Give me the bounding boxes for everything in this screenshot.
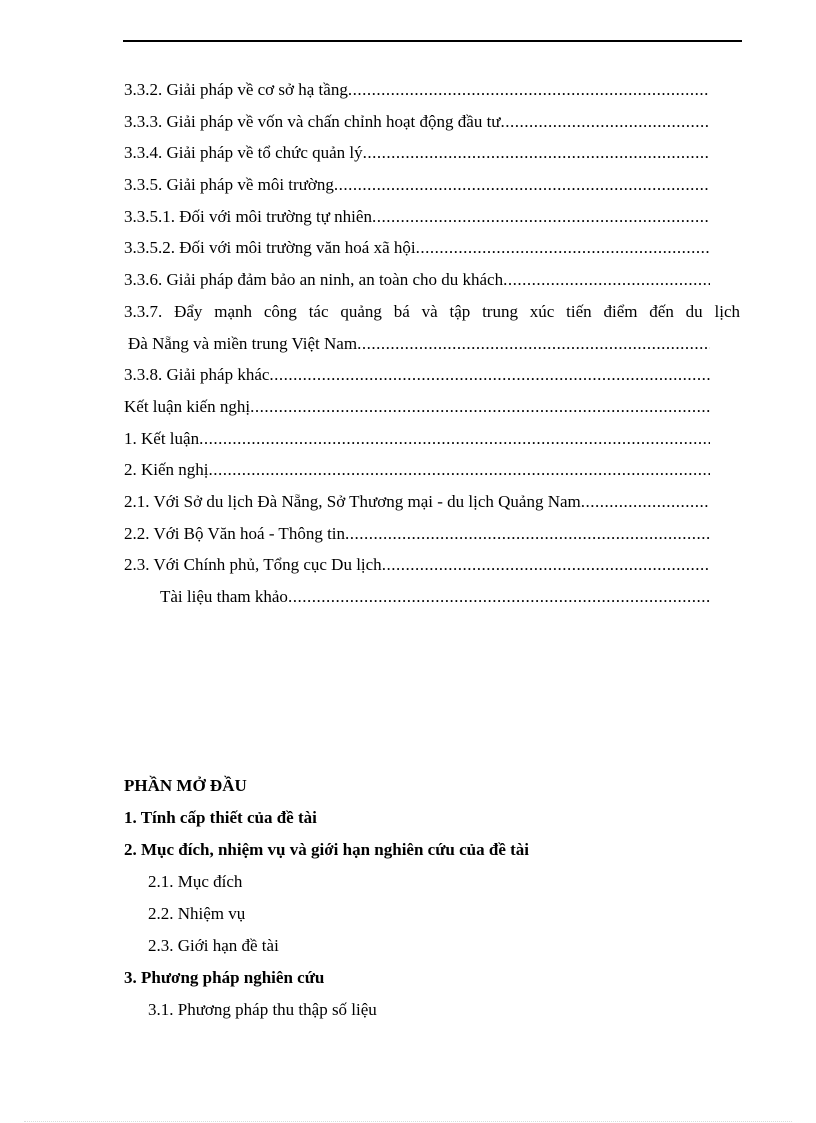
toc-entry[interactable] bbox=[124, 587, 740, 619]
header-rule bbox=[123, 40, 742, 42]
toc-entry-label: 3.3.2. Giải pháp về cơ sở hạ tầng bbox=[124, 80, 348, 99]
toc-entry-label: 2. Kiến nghị bbox=[124, 460, 209, 480]
toc-entry-label: 2.1. Với Sở du lịch Đà Nẵng, Sở Thương mại - du lịch Quảng Nam bbox=[124, 491, 581, 511]
subsection-title: 2.3. Giới hạn đề tài bbox=[148, 936, 279, 955]
toc-entry[interactable] bbox=[124, 460, 740, 492]
toc-entry-label: 3.3.5.1. Đối với môi trường tự nhiên bbox=[124, 206, 372, 226]
toc-leader-dots bbox=[209, 460, 710, 480]
section-title: 2. Mục đích, nhiệm vụ và giới hạn nghiên cứu của đề tài bbox=[124, 840, 530, 859]
toc-leader-dots bbox=[363, 143, 710, 163]
toc-entry-wrapped[interactable] bbox=[124, 302, 740, 334]
toc-leader-dots bbox=[269, 365, 710, 385]
toc-entry[interactable] bbox=[124, 143, 740, 175]
toc-entry[interactable] bbox=[124, 270, 740, 302]
subsection-title: 3.1. Phương pháp thu thập số liệu bbox=[148, 1000, 377, 1019]
toc-leader-dots bbox=[501, 112, 710, 132]
toc-leader-dots bbox=[503, 270, 710, 290]
toc-entry[interactable] bbox=[124, 429, 740, 461]
toc-entry-label: Đà Nẵng và miền trung Việt Nam bbox=[128, 333, 358, 353]
toc-leader-dots bbox=[382, 555, 710, 575]
toc-leader-dots bbox=[199, 429, 710, 449]
toc-leader-dots bbox=[345, 524, 710, 544]
toc-leader-dots bbox=[334, 175, 710, 195]
toc-leader-dots bbox=[348, 80, 710, 100]
toc-entry[interactable] bbox=[124, 397, 740, 429]
toc-entry-label: 2.3. Với Chính phủ, Tổng cục Du lịch bbox=[124, 555, 382, 575]
toc-entry[interactable] bbox=[124, 524, 740, 556]
toc-entry-label: 3.3.6. Giải pháp đảm bảo an ninh, an toàn cho du khách bbox=[124, 270, 504, 290]
toc-entry[interactable] bbox=[124, 555, 740, 587]
toc-leader-dots bbox=[357, 334, 710, 354]
toc-entry-label: 1. Kết luận bbox=[124, 428, 200, 448]
toc-entry-label: 3.3.8. Giải pháp khác bbox=[124, 365, 270, 385]
toc-entry-label: 3.3.7. Đẩy mạnh công tác quảng bá và tập trung xúc tiến điểm đến du lịch bbox=[124, 301, 740, 321]
subsection-title: 2.2. Nhiệm vụ bbox=[148, 904, 246, 923]
section-title: 3. Phương pháp nghiên cứu bbox=[124, 968, 325, 987]
page-bottom-border bbox=[24, 1121, 792, 1122]
toc-entry[interactable] bbox=[124, 238, 740, 270]
toc-entry-label: 2.2. Với Bộ Văn hoá - Thông tin bbox=[124, 523, 346, 543]
toc-leader-dots bbox=[416, 238, 710, 258]
toc-entry[interactable] bbox=[124, 492, 740, 524]
toc-leader-dots bbox=[581, 492, 710, 512]
toc-entry[interactable] bbox=[124, 207, 740, 239]
toc-entry-label: Kết luận kiến nghị bbox=[124, 396, 251, 416]
toc-entry-label: 3.3.5.2. Đối với môi trường văn hoá xã hội bbox=[124, 238, 416, 258]
toc-entry-label: 3.3.5. Giải pháp về môi trường bbox=[124, 175, 334, 195]
toc-leader-dots bbox=[372, 207, 710, 227]
section-title: 1. Tính cấp thiết của đề tài bbox=[124, 808, 317, 827]
subsection-title: 2.1. Mục đích bbox=[148, 872, 243, 891]
toc-entry[interactable] bbox=[124, 175, 740, 207]
toc-entry[interactable] bbox=[124, 80, 740, 112]
toc-entry-label: 3.3.3. Giải pháp về vốn và chấn chỉnh hoạt động đầu tư bbox=[124, 111, 501, 131]
toc-entry-label: Tài liệu tham khảo bbox=[160, 587, 288, 606]
toc-entry[interactable] bbox=[124, 112, 740, 144]
toc-entry-continuation[interactable] bbox=[124, 334, 740, 366]
toc-entry[interactable] bbox=[124, 365, 740, 397]
toc-leader-dots bbox=[250, 397, 710, 417]
table-of-contents bbox=[124, 80, 740, 619]
document-body bbox=[124, 770, 744, 1026]
toc-leader-dots bbox=[288, 587, 710, 607]
section-heading: PHẦN MỞ ĐẦU bbox=[124, 776, 247, 795]
toc-entry-label: 3.3.4. Giải pháp về tổ chức quản lý bbox=[124, 143, 363, 163]
